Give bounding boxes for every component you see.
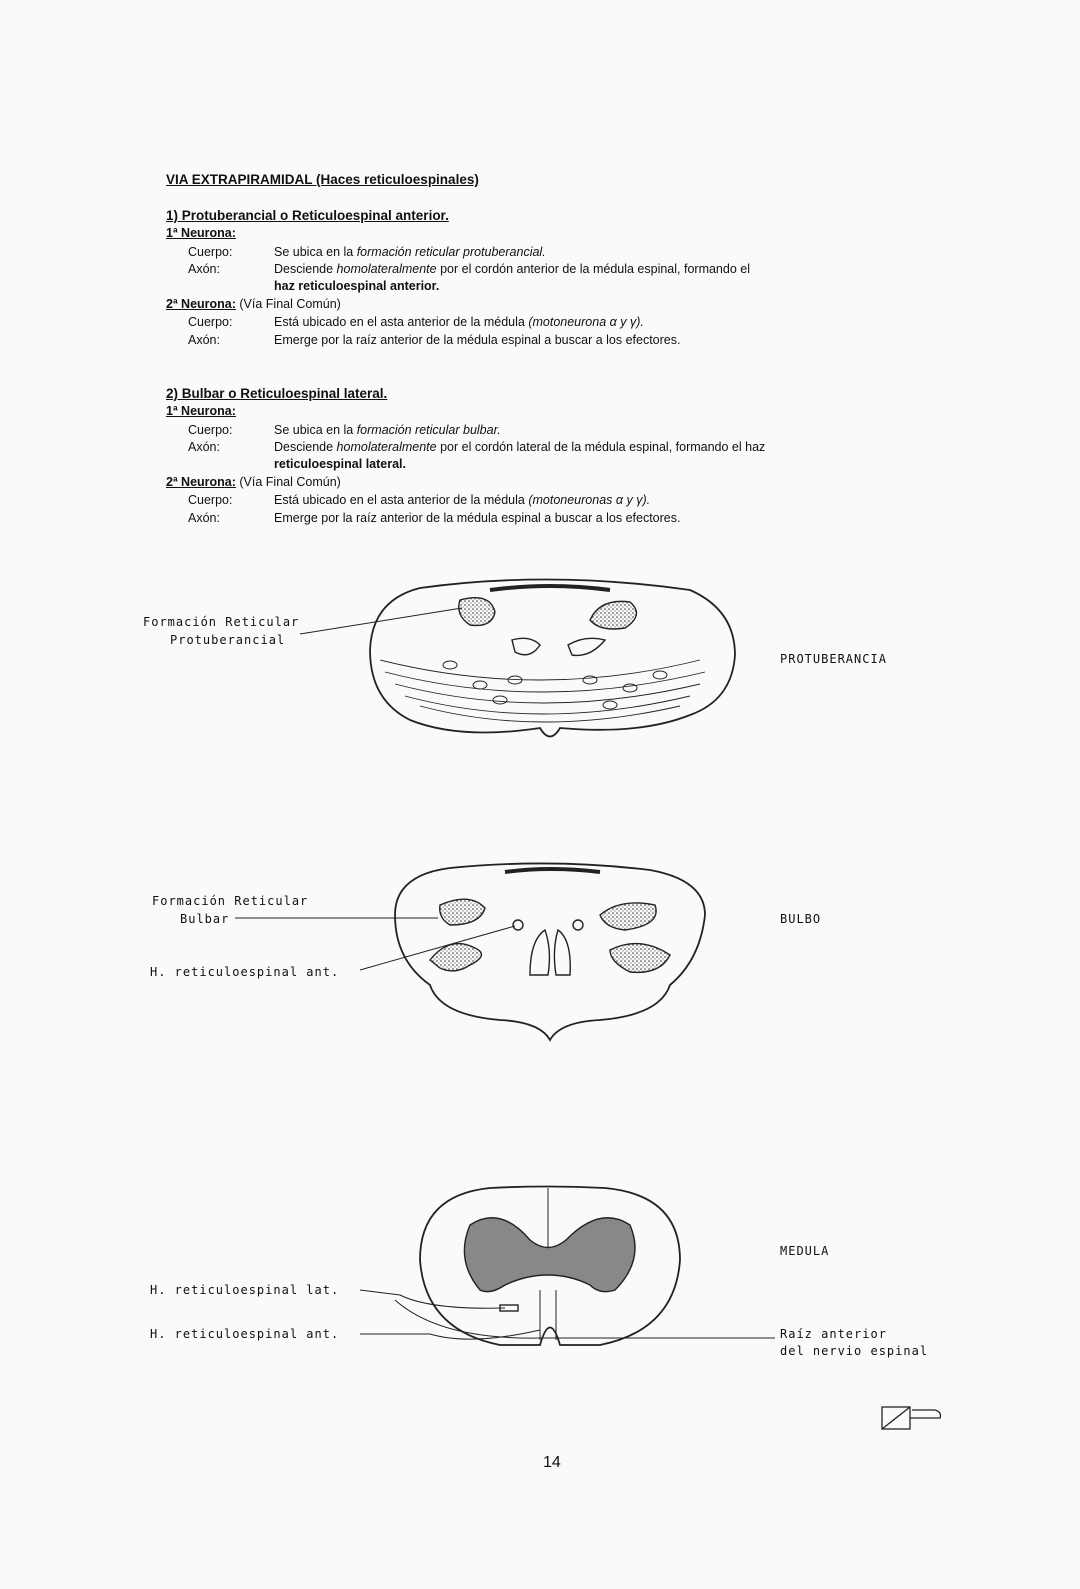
axon-text-post: por el cordón anterior de la médula espinal, formando el (436, 262, 750, 276)
cord-label-raiz-anterior: Raíz anterior (780, 1327, 887, 1341)
neuron-2-label: 2ª Neurona: (166, 475, 236, 489)
cord-title: MEDULA (780, 1244, 830, 1258)
axon-emphasis: homolateralmente (336, 262, 437, 276)
cuerpo-label: Cuerpo: (188, 493, 233, 507)
axon-text: Emerge por la raíz anterior de la médula espinal a buscar a los efectores. (274, 511, 681, 525)
pons-title: PROTUBERANCIA (780, 652, 887, 666)
bulb-title: BULBO (780, 912, 822, 926)
axon-label: Axón: (188, 333, 220, 347)
axon-label: Axón: (188, 440, 220, 454)
cuerpo-emphasis: formación reticular protuberancial. (356, 245, 546, 259)
axon-text: Desciende (274, 440, 337, 454)
bulb-diagram (235, 863, 705, 1040)
axon-text: Desciende (274, 262, 337, 276)
neuron-1-label: 1ª Neurona: (166, 404, 236, 418)
cuerpo-text: Está ubicado en el asta anterior de la médula (274, 315, 529, 329)
section-heading: 1) Protuberancial o Reticuloespinal anterior. (166, 208, 449, 223)
cuerpo-label: Cuerpo: (188, 423, 233, 437)
pons-label-protuberancial: Protuberancial (170, 633, 286, 647)
axon-text: Emerge por la raíz anterior de la médula espinal a buscar a los efectores. (274, 333, 681, 347)
bulb-label-reticular: Formación Reticular (152, 894, 309, 908)
neuron-2-label: 2ª Neurona: (166, 297, 236, 311)
page-number: 14 (543, 1454, 561, 1471)
axon-bold: haz reticuloespinal anterior. (274, 279, 440, 293)
cuerpo-text: Está ubicado en el asta anterior de la médula (274, 493, 529, 507)
neuron-1-label: 1ª Neurona: (166, 226, 236, 240)
axon-text-post: por el cordón lateral de la médula espinal, formando el haz (436, 440, 766, 454)
cord-label-reticuloespinal-lat: H. reticuloespinal lat. (150, 1283, 340, 1297)
pons-label-reticular: Formación Reticular (143, 615, 300, 629)
cord-label-nervio-espinal: del nervio espinal (780, 1344, 929, 1358)
axon-label: Axón: (188, 511, 220, 525)
page-title: VIA EXTRAPIRAMIDAL (Haces reticuloespinales) (166, 172, 479, 187)
axon-bold: reticuloespinal lateral. (274, 457, 406, 471)
initials-logo (882, 1407, 940, 1429)
cuerpo-label: Cuerpo: (188, 315, 233, 329)
bulb-label-reticuloespinal-ant: H. reticuloespinal ant. (150, 965, 340, 979)
neuron-2-note: (Vía Final Común) (235, 475, 341, 489)
cuerpo-emphasis: (motoneurona α y γ). (528, 315, 644, 329)
cuerpo-text: Se ubica en la (274, 423, 357, 437)
cuerpo-emphasis: formación reticular bulbar. (356, 423, 501, 437)
section-heading: 2) Bulbar o Reticuloespinal lateral. (166, 386, 388, 401)
cord-label-reticuloespinal-ant: H. reticuloespinal ant. (150, 1327, 340, 1341)
cuerpo-emphasis: (motoneuronas α y γ). (528, 493, 651, 507)
spinal-cord-diagram (360, 1187, 775, 1346)
neuron-2-note: (Vía Final Común) (235, 297, 341, 311)
axon-emphasis: homolateralmente (336, 440, 437, 454)
pons-diagram (300, 579, 735, 736)
cuerpo-text: Se ubica en la (274, 245, 357, 259)
bulb-label-bulbar: Bulbar (180, 912, 230, 926)
axon-label: Axón: (188, 262, 220, 276)
cuerpo-label: Cuerpo: (188, 245, 233, 259)
